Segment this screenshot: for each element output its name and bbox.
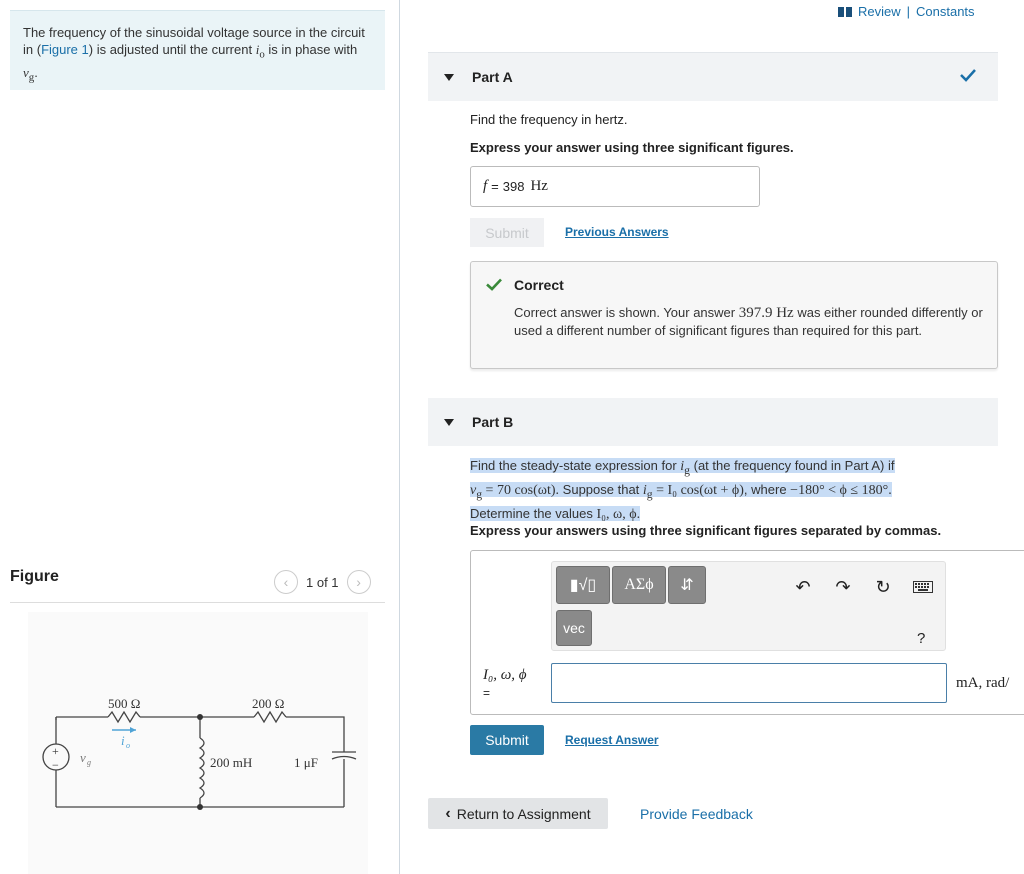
chevron-left-icon: ‹ [283,574,289,590]
help-button[interactable]: ? [917,630,926,647]
q-values: I₀, ω, ϕ. [596,506,641,522]
capacitor [332,752,356,807]
r2-label: 200 Ω [252,696,285,711]
q-text-1: Find the steady-state expression for [470,458,681,473]
inductor-label: 200 mH [210,755,253,770]
templates-icon: ▮√▯ [569,577,597,594]
var-io-sub: o [259,48,265,61]
circuit-diagram [28,612,368,874]
part-b-answer-input[interactable] [551,663,947,703]
correct-feedback-box [470,261,998,369]
resistor-200 [254,712,286,722]
greek-button[interactable] [612,566,666,604]
constants-link[interactable]: Constants [916,4,975,19]
part-b-header[interactable] [428,398,998,446]
inductor [200,738,204,798]
source-minus: − [52,758,59,772]
resistor-500 [108,712,140,722]
q-text-5: Determine the values [470,505,597,521]
q-vg-sub: g [476,487,483,501]
q-text-4: , where [743,481,791,497]
q-text-3: Suppose that [562,481,643,497]
feedback-body [514,304,984,339]
q-vg-rhs: = 70 cos(ωt). [482,482,560,498]
part-b-answer-area [470,550,1024,715]
part-a-prompt: Find the frequency in hertz. [470,112,628,127]
collapse-triangle-icon [444,74,454,81]
q-range: −180° < ϕ ≤ 180°. [790,482,892,498]
var-io: i [255,42,260,57]
greek-icon: ΑΣϕ [624,576,654,593]
part-a-answer-field[interactable] [470,166,760,207]
prev-figure-button[interactable] [274,570,298,594]
q-vg: v [470,482,477,498]
q-ig2-sub: g [646,487,653,501]
part-b-question [470,456,995,524]
undo-icon[interactable]: ↶ [795,576,811,597]
source-label-sub: g [87,758,91,767]
answer-units: mA, rad/ [956,675,1010,691]
feedback-text-2: was either rounded differently or used a different number of significant figures than required for this part. [514,305,983,338]
r1-label: 500 Ω [108,696,141,711]
arrows-button[interactable] [668,566,706,604]
q-ig-rhs: = I₀ cos(ωt + ϕ) [652,482,744,498]
vec-button[interactable]: vec [556,610,592,646]
var-vg: v [23,64,29,80]
q-ig: i [680,459,685,474]
source-label: v [80,750,86,765]
arrows-icon: ⇵ [680,577,694,594]
provide-feedback-link[interactable]: Provide Feedback [640,806,753,822]
figure-label: Figure [10,568,59,585]
redo-icon[interactable]: ↷ [835,576,851,597]
part-a-title: Part A [472,69,513,85]
answer-label [483,666,527,702]
answer-label-eq: = [483,686,491,700]
q-ig-sub: g [684,463,690,477]
book-icon [838,7,852,17]
var-vg-sub: g [28,71,35,84]
feedback-value: 397.9 Hz [738,305,794,321]
capacitor-label: 1 μF [294,755,318,770]
left-pane [0,0,399,874]
q-text-2: (at the frequency found in Part A) if [690,458,895,473]
part-a-submit-button[interactable]: Submit [470,218,544,247]
part-b-submit-button[interactable]: Submit [470,725,544,755]
pane-divider [399,0,400,874]
return-label: Return to Assignment [456,805,591,822]
math-toolbar [551,561,946,651]
header-separator: | [906,4,911,19]
part-a-instruction: Express your answer using three significant figures. [470,140,794,155]
previous-answers-link[interactable]: Previous Answers [565,225,669,239]
review-link[interactable]: Review [858,4,901,19]
chevron-left-icon: ‹ [445,804,451,822]
review-constants [838,4,975,19]
part-b-title: Part B [472,414,514,430]
feedback-text-1: Correct answer is shown. Your answer [514,305,739,320]
part-a-header[interactable] [428,53,998,101]
figure-count: 1 of 1 [306,574,339,590]
keyboard-icon[interactable] [912,576,934,598]
part-b-instruction: Express your answers using three significant figures separated by commas. [470,523,942,538]
current-label: i [121,733,125,748]
checkmark-icon [960,68,976,82]
problem-text-1: The frequency of the sinusoidal voltage source in the circuit in ( [23,25,365,57]
answer-label-vars: I₀, ω, ϕ [483,667,527,683]
problem-statement [10,10,385,90]
request-answer-link[interactable]: Request Answer [565,733,659,747]
reset-icon[interactable]: ↻ [875,576,891,597]
correct-check-icon [486,278,502,291]
problem-text-3: is in phase with [264,42,358,57]
q-ig2: i [642,482,647,498]
problem-text-2: ) is adjusted until the current [88,42,256,57]
figure-link[interactable]: Figure 1 [41,42,89,57]
feedback-title: Correct [514,277,564,293]
figure-divider [10,602,385,603]
answer-unit: Hz [530,178,548,194]
templates-button[interactable] [556,566,610,604]
circuit-figure [28,612,368,874]
return-to-assignment-button[interactable] [428,798,608,829]
problem-text-4: . [34,64,38,80]
answer-var: f [483,178,488,194]
collapse-triangle-icon [444,419,454,426]
current-label-sub: o [126,741,130,750]
next-figure-button[interactable] [347,570,371,594]
figure-nav [274,570,371,594]
answer-value: 398 [502,179,525,194]
chevron-right-icon: › [356,574,361,590]
source-plus: + [52,744,59,758]
answer-eq: = [491,179,499,194]
